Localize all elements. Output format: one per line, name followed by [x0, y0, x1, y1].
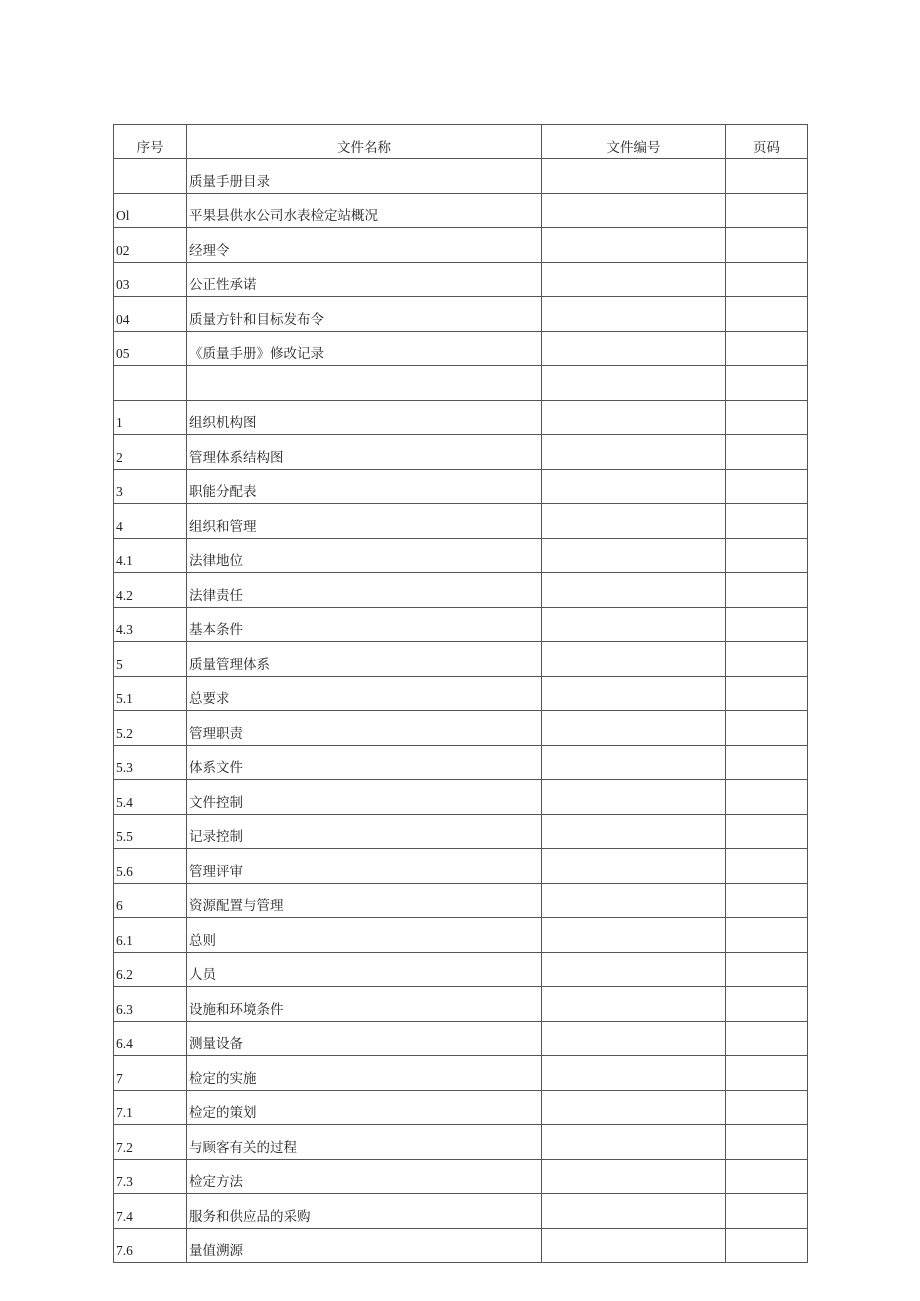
cell-no: 4.3	[114, 607, 187, 642]
table-row	[114, 1159, 808, 1194]
cell-page	[726, 400, 808, 435]
cell-code	[542, 538, 726, 573]
cell-name: 管理评审	[187, 849, 542, 884]
cell-code	[542, 711, 726, 746]
table-row	[114, 573, 808, 608]
table-row	[114, 1228, 808, 1263]
cell-name	[187, 366, 542, 401]
table-row	[114, 676, 808, 711]
cell-code	[542, 952, 726, 987]
cell-code	[542, 331, 726, 366]
cell-code	[542, 676, 726, 711]
cell-page	[726, 642, 808, 677]
cell-no: 7	[114, 1056, 187, 1091]
cell-no: 6.1	[114, 918, 187, 953]
cell-page	[726, 538, 808, 573]
header-page: 页码	[726, 125, 808, 159]
cell-page	[726, 849, 808, 884]
cell-name: 资源配置与管理	[187, 883, 542, 918]
cell-name: 检定的实施	[187, 1056, 542, 1091]
cell-name: 检定的策划	[187, 1090, 542, 1125]
cell-no: 6.3	[114, 987, 187, 1022]
cell-page	[726, 159, 808, 194]
table-row	[114, 331, 808, 366]
cell-name: 管理体系结构图	[187, 435, 542, 470]
table-row	[114, 780, 808, 815]
cell-code	[542, 814, 726, 849]
cell-page	[726, 262, 808, 297]
table-row	[114, 366, 808, 401]
cell-code	[542, 780, 726, 815]
cell-page	[726, 987, 808, 1022]
cell-name: 经理令	[187, 228, 542, 263]
cell-code	[542, 987, 726, 1022]
cell-no: 2	[114, 435, 187, 470]
cell-name: 公正性承诺	[187, 262, 542, 297]
table-row	[114, 711, 808, 746]
cell-page	[726, 918, 808, 953]
table-row	[114, 1090, 808, 1125]
cell-name: 管理职责	[187, 711, 542, 746]
table-row	[114, 607, 808, 642]
cell-no: 7.2	[114, 1125, 187, 1160]
table-row	[114, 262, 808, 297]
cell-code	[542, 1125, 726, 1160]
cell-no: 7.4	[114, 1194, 187, 1229]
cell-code	[542, 400, 726, 435]
cell-page	[726, 469, 808, 504]
table-row	[114, 400, 808, 435]
cell-name: 检定方法	[187, 1159, 542, 1194]
cell-code	[542, 745, 726, 780]
cell-no: 04	[114, 297, 187, 332]
cell-name: 人员	[187, 952, 542, 987]
cell-code	[542, 504, 726, 539]
cell-name: 记录控制	[187, 814, 542, 849]
cell-name: 质量管理体系	[187, 642, 542, 677]
cell-name: 设施和环境条件	[187, 987, 542, 1022]
cell-code	[542, 262, 726, 297]
table-header	[114, 125, 808, 159]
cell-name: 组织和管理	[187, 504, 542, 539]
cell-no	[114, 366, 187, 401]
cell-name: 法律地位	[187, 538, 542, 573]
cell-page	[726, 1194, 808, 1229]
cell-page	[726, 1159, 808, 1194]
cell-page	[726, 573, 808, 608]
cell-name: 总则	[187, 918, 542, 953]
cell-page	[726, 607, 808, 642]
cell-page	[726, 1090, 808, 1125]
cell-page	[726, 228, 808, 263]
table-row	[114, 987, 808, 1022]
table-row	[114, 814, 808, 849]
cell-no: 6.2	[114, 952, 187, 987]
cell-page	[726, 745, 808, 780]
cell-name: 法律责任	[187, 573, 542, 608]
cell-page	[726, 435, 808, 470]
cell-code	[542, 228, 726, 263]
cell-no: 5.2	[114, 711, 187, 746]
cell-name: 与顾客有关的过程	[187, 1125, 542, 1160]
cell-code	[542, 1021, 726, 1056]
cell-page	[726, 331, 808, 366]
toc-table	[113, 124, 808, 1263]
table-row	[114, 159, 808, 194]
cell-page	[726, 1056, 808, 1091]
cell-no: 7.1	[114, 1090, 187, 1125]
cell-name: 职能分配表	[187, 469, 542, 504]
cell-name: 测量设备	[187, 1021, 542, 1056]
cell-no: 05	[114, 331, 187, 366]
cell-page	[726, 504, 808, 539]
cell-code	[542, 849, 726, 884]
cell-page	[726, 952, 808, 987]
cell-code	[542, 607, 726, 642]
cell-code	[542, 435, 726, 470]
cell-code	[542, 642, 726, 677]
cell-code	[542, 297, 726, 332]
cell-name: 总要求	[187, 676, 542, 711]
table-row	[114, 504, 808, 539]
cell-no: 02	[114, 228, 187, 263]
table-row	[114, 642, 808, 677]
cell-page	[726, 711, 808, 746]
cell-name: 体系文件	[187, 745, 542, 780]
cell-name: 量值溯源	[187, 1228, 542, 1263]
cell-name: 基本条件	[187, 607, 542, 642]
table-row	[114, 228, 808, 263]
cell-name: 组织机构图	[187, 400, 542, 435]
table-row	[114, 469, 808, 504]
table-row	[114, 1125, 808, 1160]
cell-page	[726, 780, 808, 815]
cell-no: 03	[114, 262, 187, 297]
cell-page	[726, 1228, 808, 1263]
table-row	[114, 297, 808, 332]
cell-no: 4.2	[114, 573, 187, 608]
header-code: 文件编号	[542, 125, 726, 159]
cell-no: 1	[114, 400, 187, 435]
cell-page	[726, 1125, 808, 1160]
cell-no	[114, 159, 187, 194]
cell-code	[542, 1228, 726, 1263]
cell-name: 质量手册目录	[187, 159, 542, 194]
cell-code	[542, 366, 726, 401]
table-row	[114, 193, 808, 228]
cell-no: 4	[114, 504, 187, 539]
cell-code	[542, 1194, 726, 1229]
cell-code	[542, 1090, 726, 1125]
cell-code	[542, 573, 726, 608]
cell-name: 《质量手册》修改记录	[187, 331, 542, 366]
cell-no: 5.5	[114, 814, 187, 849]
cell-no: 5.1	[114, 676, 187, 711]
table-row	[114, 745, 808, 780]
table-row	[114, 1194, 808, 1229]
table-row	[114, 1021, 808, 1056]
cell-code	[542, 918, 726, 953]
table-row	[114, 538, 808, 573]
cell-page	[726, 814, 808, 849]
cell-no: 5	[114, 642, 187, 677]
cell-name: 平果县供水公司水表检定站概况	[187, 193, 542, 228]
header-name: 文件名称	[187, 125, 542, 159]
cell-no: 6.4	[114, 1021, 187, 1056]
cell-code	[542, 469, 726, 504]
cell-name: 质量方针和目标发布令	[187, 297, 542, 332]
cell-code	[542, 193, 726, 228]
cell-name: 文件控制	[187, 780, 542, 815]
cell-no: Ol	[114, 193, 187, 228]
cell-page	[726, 297, 808, 332]
cell-no: 3	[114, 469, 187, 504]
header-row	[114, 125, 808, 159]
header-no: 序号	[114, 125, 187, 159]
cell-no: 6	[114, 883, 187, 918]
table-row	[114, 883, 808, 918]
cell-no: 7.6	[114, 1228, 187, 1263]
table-row	[114, 1056, 808, 1091]
cell-page	[726, 883, 808, 918]
cell-page	[726, 193, 808, 228]
cell-code	[542, 883, 726, 918]
cell-name: 服务和供应品的采购	[187, 1194, 542, 1229]
table-body	[114, 159, 808, 1263]
cell-code	[542, 159, 726, 194]
cell-page	[726, 676, 808, 711]
cell-no: 5.3	[114, 745, 187, 780]
table-row	[114, 849, 808, 884]
table-row	[114, 918, 808, 953]
cell-no: 5.4	[114, 780, 187, 815]
cell-code	[542, 1159, 726, 1194]
cell-page	[726, 366, 808, 401]
cell-no: 7.3	[114, 1159, 187, 1194]
table-row	[114, 435, 808, 470]
cell-code	[542, 1056, 726, 1091]
table-row	[114, 952, 808, 987]
cell-no: 4.1	[114, 538, 187, 573]
cell-page	[726, 1021, 808, 1056]
cell-no: 5.6	[114, 849, 187, 884]
